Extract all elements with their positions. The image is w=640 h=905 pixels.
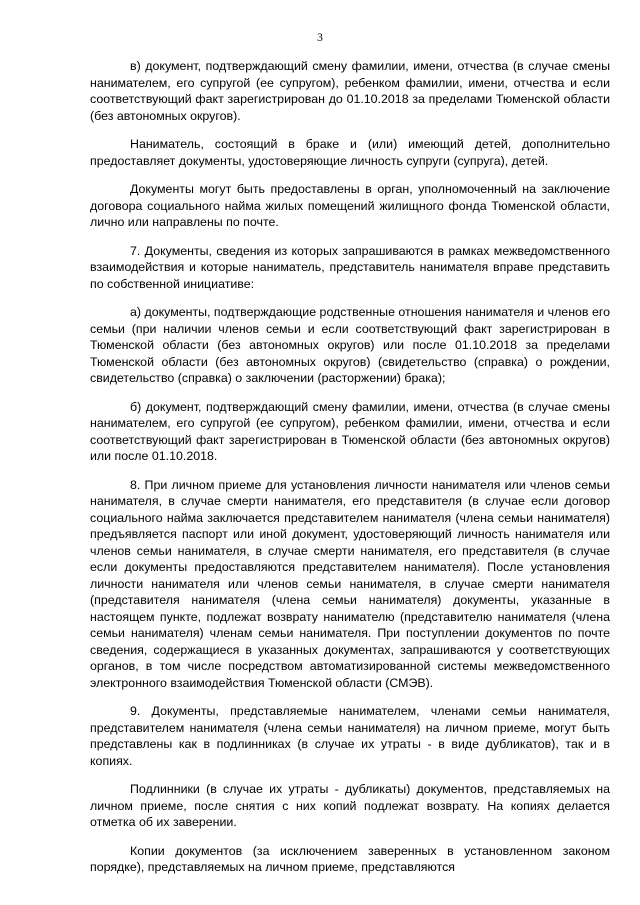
paragraph-submission-method: Документы могут быть предоставлены в орган, уполномоченный на заключение договора социального найма жилых помещений жилищного фонда Тюменской области, лично или направлены по почте. bbox=[90, 182, 610, 229]
paragraph-originals-return: Подлинники (в случае их утраты - дубликаты) документов, представляемых на личном приеме, после снятия с них копий подлежат возврату. На копиях делается отметка об их заверении. bbox=[90, 782, 610, 829]
paragraph-item-7: 7. Документы, сведения из которых запрашиваются в рамках межведомственного взаимодействия и которые наниматель, представитель нанимателя вправе представить по собственной инициативе: bbox=[90, 243, 610, 291]
paragraph-item-9: 9. Документы, представляемые нанимателем, членами семьи нанимателя, представителем нанимателя (члена семьи нанимателя) на личном приеме, могут быть представлены как в подлинниках (в случае их утраты - в виде дубликатов), так и в копиях. bbox=[90, 704, 610, 768]
page-number: 3 bbox=[317, 32, 323, 44]
paragraph-v-name-change-document: в) документ, подтверждающий смену фамилии, имени, отчества (в случае смены нанимателем, его супругой (ее супругом), ребенком фамилии, имени, отчества и если соответствующий факт зарегистрирован до 01.10.2018 за пределами Тюменской области (без автономных округов). bbox=[90, 59, 610, 123]
paragraph-copies: Копии документов (за исключением заверенных в установленном законом порядке), представляемых на личном приеме, представляются bbox=[90, 843, 610, 874]
document-body bbox=[90, 58, 610, 888]
paragraph-item-8: 8. При личном приеме для установления личности нанимателя или членов семьи нанимателя, в случае смерти нанимателя, его представителя (в случае если договор социального найма заключается представителем нанимателя (члена семьи нанимателя) предъявляется паспорт или иной документ, удостоверяющий личность нанимателя или членов семьи нанимателя, в случае смерти нанимателя, его представителя (в случае если документы предоставляются представителем нанимателя). После установления личности нанимателя или членов семьи нанимателя, в случае смерти нанимателя (представителя нанимателя (члена семьи нанимателя) документы, указанные в настоящем пункте, подлежат возврату нанимателю (представителю нанимателя (члена семьи нанимателя) членам семьи нанимателя. При поступлении документов по почте сведения, содержащиеся в указанных документах, запрашиваются у соответствующих органов, в том числе посредством автоматизированной системы межведомственного электронного взаимодействия Тюменской области (СМЭВ). bbox=[90, 477, 610, 690]
paragraph-spouse-children-documents: Наниматель, состоящий в браке и (или) имеющий детей, дополнительно предоставляет документы, удостоверяющие личность супруги (супруга), детей. bbox=[90, 137, 610, 168]
paragraph-a-kinship-documents: а) документы, подтверждающие родственные отношения нанимателя и членов его семьи (при наличии членов семьи и если соответствующий факт зарегистрирован в Тюменской области (без автономных округов) или после 01.10.2018 за пределами Тюменской области (без автономных округов) (свидетельство (справка) о рождении, свидетельство (справка) о заключении (расторжении) брака); bbox=[90, 305, 610, 385]
paragraph-b-name-change-document: б) документ, подтверждающий смену фамилии, имени, отчества (в случае смены нанимателем, его супругой (ее супругом), ребенком фамилии, имени, отчества и если соответствующий факт зарегистрирован в Тюменской области (без автономных округов) или после 01.10.2018. bbox=[90, 399, 610, 463]
